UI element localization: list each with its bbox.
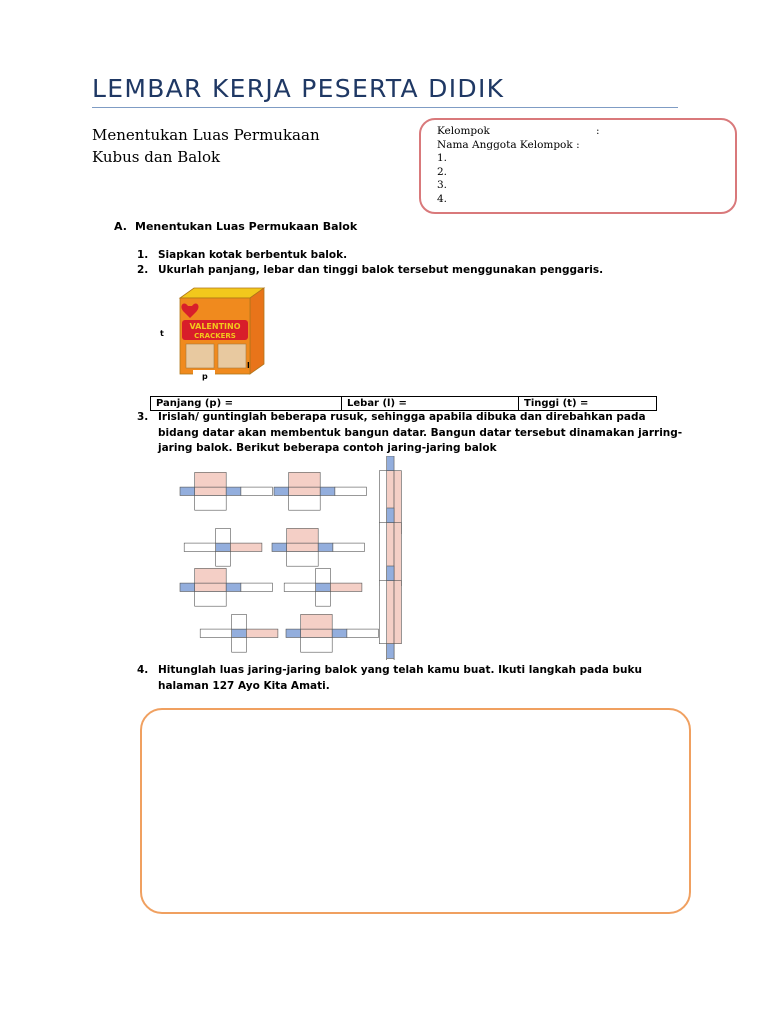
step-4-number: 4.	[137, 664, 149, 676]
group-name-label: Kelompok	[437, 125, 490, 137]
net-face	[274, 487, 289, 495]
net-face	[316, 583, 331, 591]
box-nets-image	[176, 456, 448, 660]
net-face	[335, 487, 367, 495]
length-cell[interactable]: Panjang (p) =	[151, 397, 342, 410]
step-1-text: Siapkan kotak berbentuk balok.	[158, 249, 348, 261]
box-net	[272, 528, 364, 566]
net-face	[394, 523, 401, 586]
member-names-label: Nama Anggota Kelompok :	[437, 138, 580, 151]
box-net	[274, 472, 366, 510]
step-2	[137, 263, 677, 279]
step-2-number: 2.	[137, 264, 149, 276]
box-top-face	[180, 288, 264, 298]
net-face	[301, 629, 333, 637]
box-net	[284, 568, 362, 606]
step-3-number: 3.	[137, 411, 149, 423]
height-cell[interactable]: Tinggi (t) =	[524, 398, 589, 409]
net-face	[379, 581, 386, 644]
net-face	[216, 528, 231, 543]
step-3-line-1: Irislah/ guntinglah beberapa rusuk, sehingga apabila dibuka dan direbahkan pada	[158, 411, 646, 423]
answer-box[interactable]	[140, 708, 691, 914]
net-face	[195, 592, 227, 607]
net-face	[226, 583, 241, 591]
step-4-line-2: halaman 127 Ayo Kita Amati.	[158, 679, 330, 692]
net-face	[387, 508, 394, 523]
step-3-line-3: jaring balok. Berikut beberapa contoh jaring-jaring balok	[158, 442, 497, 454]
net-face	[387, 658, 394, 660]
step-4	[137, 663, 697, 695]
net-face	[195, 568, 227, 583]
net-face	[286, 629, 301, 637]
net-face	[301, 614, 333, 629]
net-face	[184, 543, 216, 551]
worksheet-subtitle	[92, 124, 320, 168]
net-face	[232, 614, 247, 629]
net-face	[332, 629, 347, 637]
net-face	[232, 638, 247, 653]
net-face	[379, 523, 386, 586]
net-face	[320, 487, 335, 495]
measurement-table	[150, 396, 657, 411]
cracker-box-image	[160, 284, 268, 384]
net-face	[316, 568, 331, 583]
net-face	[301, 638, 333, 653]
box-net	[184, 528, 262, 566]
step-3-text	[158, 410, 682, 457]
net-face	[241, 583, 273, 591]
net-face	[180, 487, 195, 495]
section-a-marker: A.	[114, 220, 127, 233]
net-face	[287, 543, 319, 551]
net-face	[284, 583, 316, 591]
step-3	[137, 410, 697, 458]
group-info-box	[419, 118, 737, 214]
width-cell[interactable]: Lebar (l) =	[342, 397, 519, 410]
step-2-text: Ukurlah panjang, lebar dan tinggi balok tersebut menggunakan penggaris.	[158, 264, 604, 276]
net-face	[246, 629, 278, 637]
net-face	[195, 583, 227, 591]
net-face	[230, 543, 262, 551]
net-face	[387, 566, 394, 581]
net-face	[316, 592, 331, 607]
net-face	[216, 543, 231, 551]
net-face	[289, 487, 321, 495]
net-face	[241, 487, 273, 495]
section-a-heading: Menentukan Luas Permukaan Balok	[135, 220, 358, 233]
net-face	[394, 581, 401, 644]
brand-line-2: CRACKERS	[194, 332, 236, 340]
title-divider	[92, 107, 678, 108]
net-face	[195, 487, 227, 495]
step-1-number: 1.	[137, 249, 149, 261]
subtitle-line-2: Kubus dan Balok	[92, 148, 221, 166]
box-net	[286, 614, 378, 652]
net-face	[387, 644, 394, 659]
height-label: t	[160, 329, 164, 338]
box-side-face	[250, 288, 264, 374]
cracker-photo-2	[218, 344, 246, 368]
member-2: 2.	[437, 165, 448, 178]
net-face	[195, 472, 227, 487]
member-4: 4.	[437, 192, 448, 205]
cracker-photo-1	[186, 344, 214, 368]
net-face	[216, 552, 231, 567]
box-net	[180, 472, 272, 510]
net-face	[318, 543, 333, 551]
box-net	[180, 568, 272, 606]
net-face	[272, 543, 287, 551]
width-label: l	[247, 361, 250, 370]
group-name-colon: :	[596, 125, 600, 137]
member-3: 3.	[437, 179, 448, 192]
net-face	[287, 528, 319, 543]
step-4-line-1: Hitunglah luas jaring-jaring balok yang telah kamu buat. Ikuti langkah pada buku	[158, 664, 642, 676]
step-4-text	[158, 663, 642, 694]
net-face	[200, 629, 232, 637]
step-1	[137, 248, 677, 264]
net-face	[333, 543, 365, 551]
subtitle-line-1: Menentukan Luas Permukaan	[92, 126, 320, 144]
net-face	[289, 496, 321, 511]
net-face	[347, 629, 379, 637]
box-net	[200, 614, 278, 652]
net-face	[195, 496, 227, 511]
page-title: LEMBAR KERJA PESERTA DIDIK	[92, 74, 505, 103]
length-label: p	[202, 372, 208, 381]
step-3-line-2: bidang datar akan membentuk bangun datar. Bangun datar tersebut dinamakan jarring-	[158, 426, 683, 439]
net-face	[180, 583, 195, 591]
member-1: 1.	[437, 152, 448, 165]
net-face	[232, 629, 247, 637]
brand-line-1: VALENTINO	[189, 322, 241, 331]
net-face	[387, 456, 394, 471]
net-face	[287, 552, 319, 567]
net-face	[387, 581, 394, 644]
net-face	[289, 472, 321, 487]
net-face	[330, 583, 362, 591]
net-face	[226, 487, 241, 495]
